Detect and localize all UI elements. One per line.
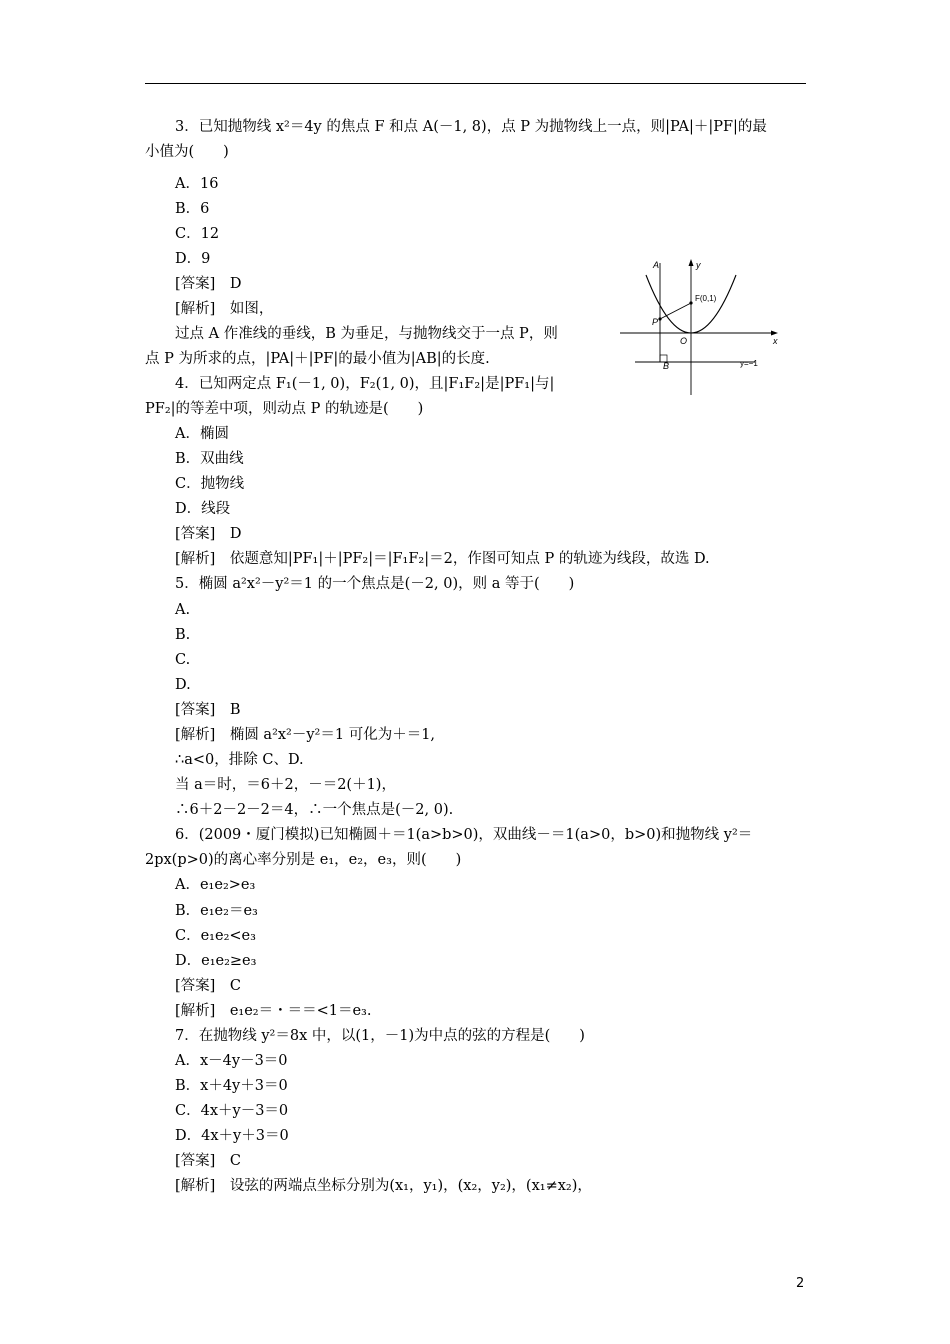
- text-line: [解析] 设弦的两端点坐标分别为(x₁，y₁)，(x₂，y₂)，(x₁≠x₂)，: [175, 1178, 592, 1194]
- text-line: C．12: [175, 226, 220, 242]
- text-line: [答案] D: [175, 526, 242, 542]
- text-line: A.: [175, 602, 191, 618]
- text-line: PF₂|的等差中项，则动点 P 的轨迹是( ): [145, 401, 424, 417]
- text-line: 7．在抛物线 y²＝8x 中，以(1，－1)为中点的弦的方程是( ): [175, 1028, 585, 1044]
- text-line: 当 a＝时，＝6＋2，－＝2(＋1)，: [175, 777, 396, 793]
- text-line: [答案] C: [175, 1153, 241, 1169]
- header-rule: [145, 83, 806, 84]
- label-F: F(0,1): [695, 294, 717, 303]
- text-line: C．e₁e₂<e₃: [175, 928, 256, 944]
- text-line: [答案] D: [175, 276, 242, 292]
- text-line: D．4x＋y＋3＝0: [175, 1128, 289, 1144]
- label-P: P: [652, 317, 659, 327]
- text-line: 过点 A 作准线的垂线，B 为垂足，与抛物线交于一点 P，则: [175, 326, 558, 342]
- text-line: 小值为( ): [145, 144, 229, 160]
- text-line: A．e₁e₂>e₃: [175, 877, 256, 893]
- text-line: D．9: [175, 251, 211, 267]
- text-line: ∴a<0，排除 C、D.: [175, 752, 304, 768]
- text-line: C．4x＋y－3＝0: [175, 1103, 289, 1119]
- label-B: B: [663, 361, 670, 371]
- parabola-figure: [615, 255, 785, 400]
- text-line: C.: [175, 652, 191, 668]
- text-line: 点 P 为所求的点，|PA|＋|PF|的最小值为|AB|的长度.: [145, 351, 490, 367]
- text-line: B．双曲线: [175, 451, 244, 467]
- label-A: A: [653, 260, 660, 270]
- text-line: C．抛物线: [175, 476, 245, 492]
- text-line: 6．(2009・厦门模拟)已知椭圆＋＝1(a>b>0)，双曲线－＝1(a>0，b>0)和抛物线 y²＝: [175, 827, 753, 843]
- text-line: D．e₁e₂≥e₃: [175, 953, 257, 969]
- text-line: [解析] 如图，: [175, 301, 274, 317]
- label-O: O: [680, 336, 688, 346]
- text-line: 3．已知抛物线 x²＝4y 的焦点 F 和点 A(－1, 8)，点 P 为抛物线上一点，则|PA|＋|PF|的最: [175, 119, 767, 135]
- text-line: ∴6＋2－2－2＝4，∴一个焦点是(－2, 0).: [175, 802, 454, 818]
- text-line: [答案] C: [175, 978, 241, 994]
- text-line: A．16: [175, 176, 219, 192]
- text-line: A．x－4y－3＝0: [175, 1053, 288, 1069]
- label-x: x: [773, 336, 778, 346]
- text-line: B．x＋4y＋3＝0: [175, 1078, 288, 1094]
- text-line: D．线段: [175, 501, 231, 517]
- x-axis-arrow: [771, 331, 778, 336]
- label-y: y: [696, 260, 701, 270]
- y-axis-arrow: [689, 259, 694, 266]
- point-P: [658, 317, 661, 320]
- text-line: B.: [175, 627, 191, 643]
- text-line: D.: [175, 677, 191, 693]
- text-line: 4．已知两定点 F₁(－1, 0)，F₂(1, 0)，且|F₁F₂|是|PF₁|与|: [175, 376, 555, 392]
- page-number: 2: [796, 1276, 805, 1291]
- text-line: [解析] 依题意知|PF₁|＋|PF₂|＝|F₁F₂|＝2，作图可知点 P 的轨迹为线段，故选 D.: [175, 551, 710, 567]
- text-line: [解析] e₁e₂＝・＝＝<1＝e₃.: [175, 1003, 372, 1019]
- text-line: B．e₁e₂＝e₃: [175, 903, 258, 919]
- text-line: [答案] B: [175, 702, 241, 718]
- segment-PF: [660, 303, 691, 319]
- text-line: B．6: [175, 201, 210, 217]
- text-line: 2px(p>0)的离心率分别是 e₁，e₂，e₃，则( ): [145, 852, 462, 868]
- text-line: 5．椭圆 a²x²－y²＝1 的一个焦点是(－2, 0)，则 a 等于( ): [175, 576, 575, 592]
- focus-point: [689, 301, 692, 304]
- text-line: [解析] 椭圆 a²x²－y²＝1 可化为＋＝1,: [175, 727, 436, 743]
- label-directrix: y=−1: [740, 359, 758, 368]
- text-line: A．椭圆: [175, 426, 229, 442]
